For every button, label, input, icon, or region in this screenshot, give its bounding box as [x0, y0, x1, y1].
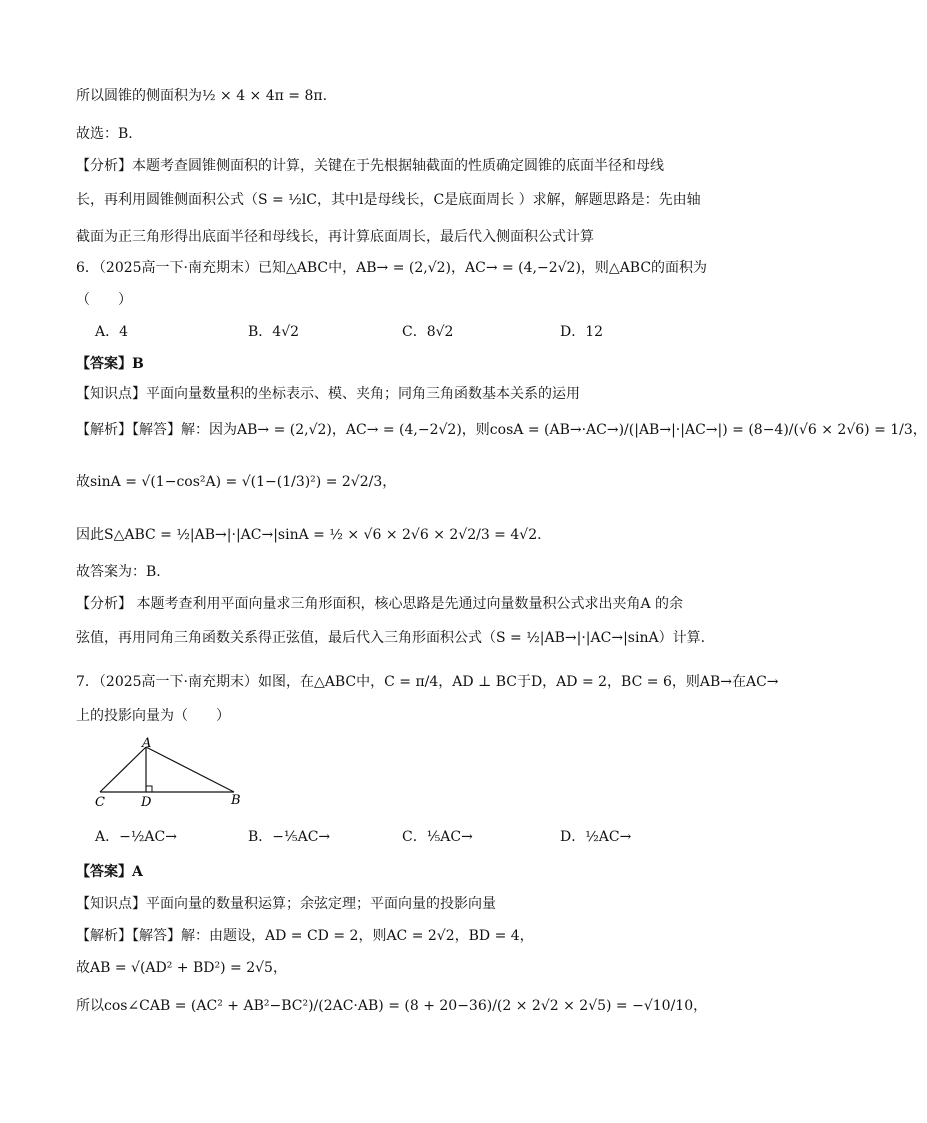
question-6-paren: （ ）	[76, 292, 132, 308]
solution-line: 【解析】【解答】解：由题设，AD = CD = 2，则AC = 2√2，BD = 4，	[76, 928, 534, 944]
side-ac	[100, 747, 146, 792]
text-line: 故选：B.	[76, 126, 133, 142]
question-7-stem: 7．（2025高一下·南充期末）如图，在△ABC中，C = π/4，AD ⊥ BC于D，AD = 2，BC = 6，则AB→在AC→	[76, 674, 779, 690]
option-c: C．⅕AC→	[402, 829, 473, 845]
option-a: A．4	[95, 324, 129, 340]
text-line: 长，再利用圆锥侧面积公式（S = ½lC，其中l是母线长，C是底面周长 ）求解，解题思路是：先由轴	[76, 192, 701, 208]
text-line: 【分析】本题考查圆锥侧面积的计算，关键在于先根据轴截面的性质确定圆锥的底面半径和母线	[76, 158, 664, 174]
option-b: B．4√2	[248, 324, 300, 340]
label-d: D	[141, 795, 152, 810]
answer-label: 【答案】B	[76, 356, 144, 372]
knowledge-line: 【知识点】平面向量的数量积运算；余弦定理；平面向量的投影向量	[76, 896, 496, 912]
solution-line: 【解析】【解答】解：因为AB→ = (2,√2)，AC→ = (4,−2√2)，则cosA = (AB→·AC→)/(|AB→|·|AC→|) = (8−4)/(√6 × 2√6) = 1/3，	[76, 422, 927, 438]
question-6-stem: 6．（2025高一下·南充期末）已知△ABC中，AB→ = (2,√2)，AC→ = (4,−2√2)，则△ABC的面积为	[76, 260, 708, 276]
text-line: 所以圆锥的侧面积为½ × 4 × 4π = 8π.	[76, 88, 328, 104]
knowledge-line: 【知识点】平面向量数量积的坐标表示、模、夹角；同角三角函数基本关系的运用	[76, 386, 580, 402]
question-7-stem: 上的投影向量为（ ）	[76, 708, 230, 724]
option-d: D．½AC→	[560, 829, 632, 845]
answer-label: 【答案】A	[76, 864, 143, 880]
solution-line: 所以cos∠CAB = (AC² + AB²−BC²)/(2AC·AB) = (8 + 20−36)/(2 × 2√2 × 2√5) = −√10/10，	[76, 998, 708, 1014]
solution-line: 故AB = √(AD² + BD²) = 2√5，	[76, 960, 287, 976]
solution-line: 故答案为：B.	[76, 564, 161, 580]
option-a: A．−½AC→	[95, 829, 177, 845]
solution-line: 故sinA = √(1−cos²A) = √(1−(1/3)²) = 2√2/3，	[76, 474, 397, 490]
option-d: D．12	[560, 324, 604, 340]
analysis-line: 【分析】 本题考查利用平面向量求三角形面积，核心思路是先通过向量数量积公式求出夹角A 的余	[76, 596, 684, 612]
label-b: B	[231, 793, 241, 808]
option-c: C．8√2	[402, 324, 454, 340]
text-line: 截面为正三角形得出底面半径和母线长，再计算底面周长，最后代入侧面积公式计算	[76, 229, 594, 245]
triangle-figure	[90, 735, 250, 810]
right-angle-mark	[146, 786, 152, 792]
solution-line: 因此S△ABC = ½|AB→|·|AC→|sinA = ½ × √6 × 2√6 × 2√2/3 = 4√2.	[76, 527, 542, 543]
label-a: A	[142, 736, 152, 751]
side-ab	[146, 747, 234, 792]
label-c: C	[95, 795, 105, 810]
option-b: B．−⅕AC→	[248, 829, 331, 845]
analysis-line: 弦值，再用同角三角函数关系得正弦值，最后代入三角形面积公式（S = ½|AB→|·|AC→|sinA）计算.	[76, 630, 706, 646]
